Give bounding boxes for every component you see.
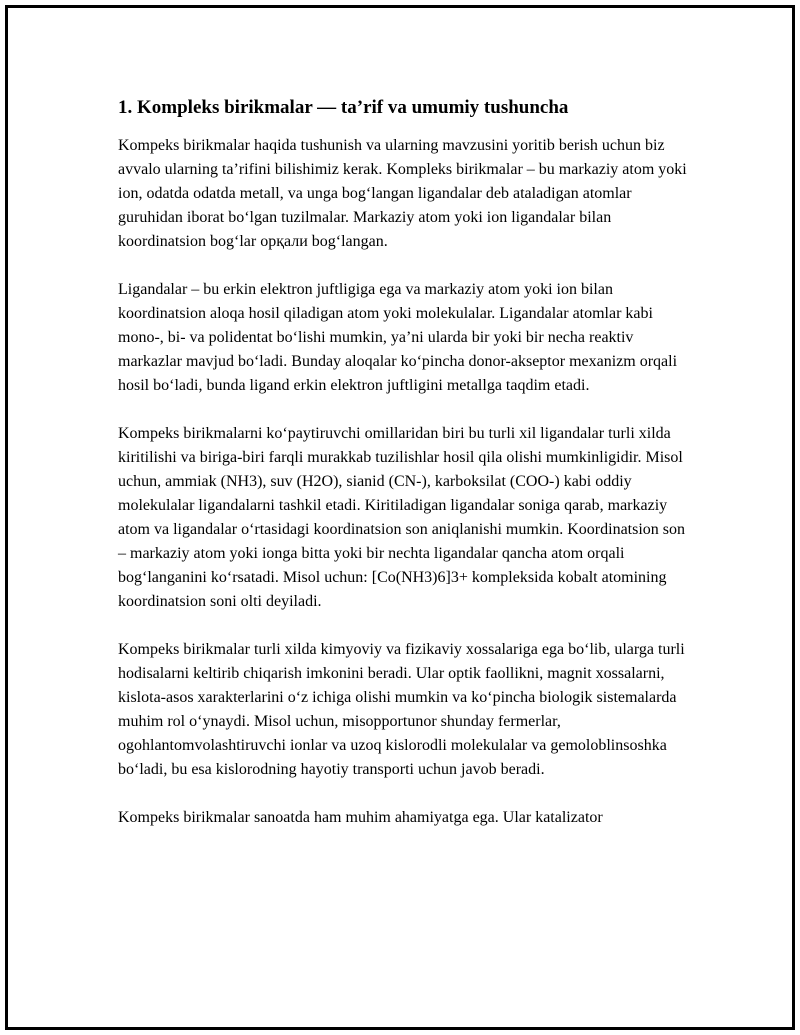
page-frame [5, 5, 795, 1030]
paragraph-coordination-number: Kompeks birikmalarni ko‘paytiruvchi omillaridan biri bu turli xil ligandalar turli xilda kiritilishi va biriga-biri farqli murakkab tuzilishlar hosil qila olishi mumkinligidir. Misol uchun, ammiak (NH3), suv (H2O), sianid (CN-), karboksilat (COO-) kabi oddiy molekulalar ligandalarni tashkil etadi. Kiritiladigan ligandalar soniga qarab, markaziy atom va ligandalar o‘rtasidagi koordinatsion son aniqlanishi mumkin. Koordinatsion son – markaziy atom yoki ionga bitta yoki bir nechta ligandalar qancha atom orqali bog‘langanini ko‘rsatadi. Misol uchun: [Co(NH3)6]3+ kompleksida kobalt atomining koordinatsion soni olti deyiladi. [118, 425, 686, 610]
paragraph-industry: Kompeks birikmalar sanoatda ham muhim ahamiyatga ega. Ular katalizator [118, 809, 603, 826]
paragraph-ligands: Ligandalar – bu erkin elektron juftligiga ega va markaziy atom yoki ion bilan koordinatsion aloqa hosil qiladigan atom yoki molekulalar. Ligandalar atomlar kabi mono-, bi- va polidentat bo‘lishi mumkin, ya’ni ularda bir yoki bir necha reaktiv markazlar mavjud bo‘ladi. Bunday aloqalar ko‘pincha donor-akseptor mexanizm orqali hosil bo‘ladi, bunda ligand erkin elektron juftligini metallga taqdim etadi. [118, 281, 678, 394]
section-heading: 1. Kompleks birikmalar — ta’rif va umumiy tushuncha [118, 97, 569, 118]
paragraph-properties: Kompeks birikmalar turli xilda kimyoviy va fizikaviy xossalariga ega bo‘lib, ularga turli hodisalarni keltirib chiqarish imkonini beradi. Ular optik faollikni, magnit xossalarni, kislota-asos xarakterlarini o‘z ichiga olishi mumkin va ko‘pincha biologik sistemalarda muhim rol o‘ynaydi. Misol uchun, misopportunor shunday fermerlar, ogohlantomvolashtiruvchi ionlar va uzoq kislorodli molekulalar va gemoloblinsoshka bo‘ladi, bu esa kislorodning hayotiy transporti uchun javob beradi. [118, 641, 685, 778]
paragraph-definition: Kompeks birikmalar haqida tushunish va ularning mavzusini yoritib berish uchun biz avvalo ularning ta’rifini bilishimiz kerak. Kompleks birikmalar – bu markaziy atom yoki ion, odatda odatda metall, va unga bog‘langan ligandalar deb ataladigan atomlar guruhidan iborat bo‘lgan tuzilmalar. Markaziy atom yoki ion ligandalar bilan koordinatsion bog‘lar орқали bog‘langan. [118, 137, 687, 250]
document-body [118, 95, 693, 854]
